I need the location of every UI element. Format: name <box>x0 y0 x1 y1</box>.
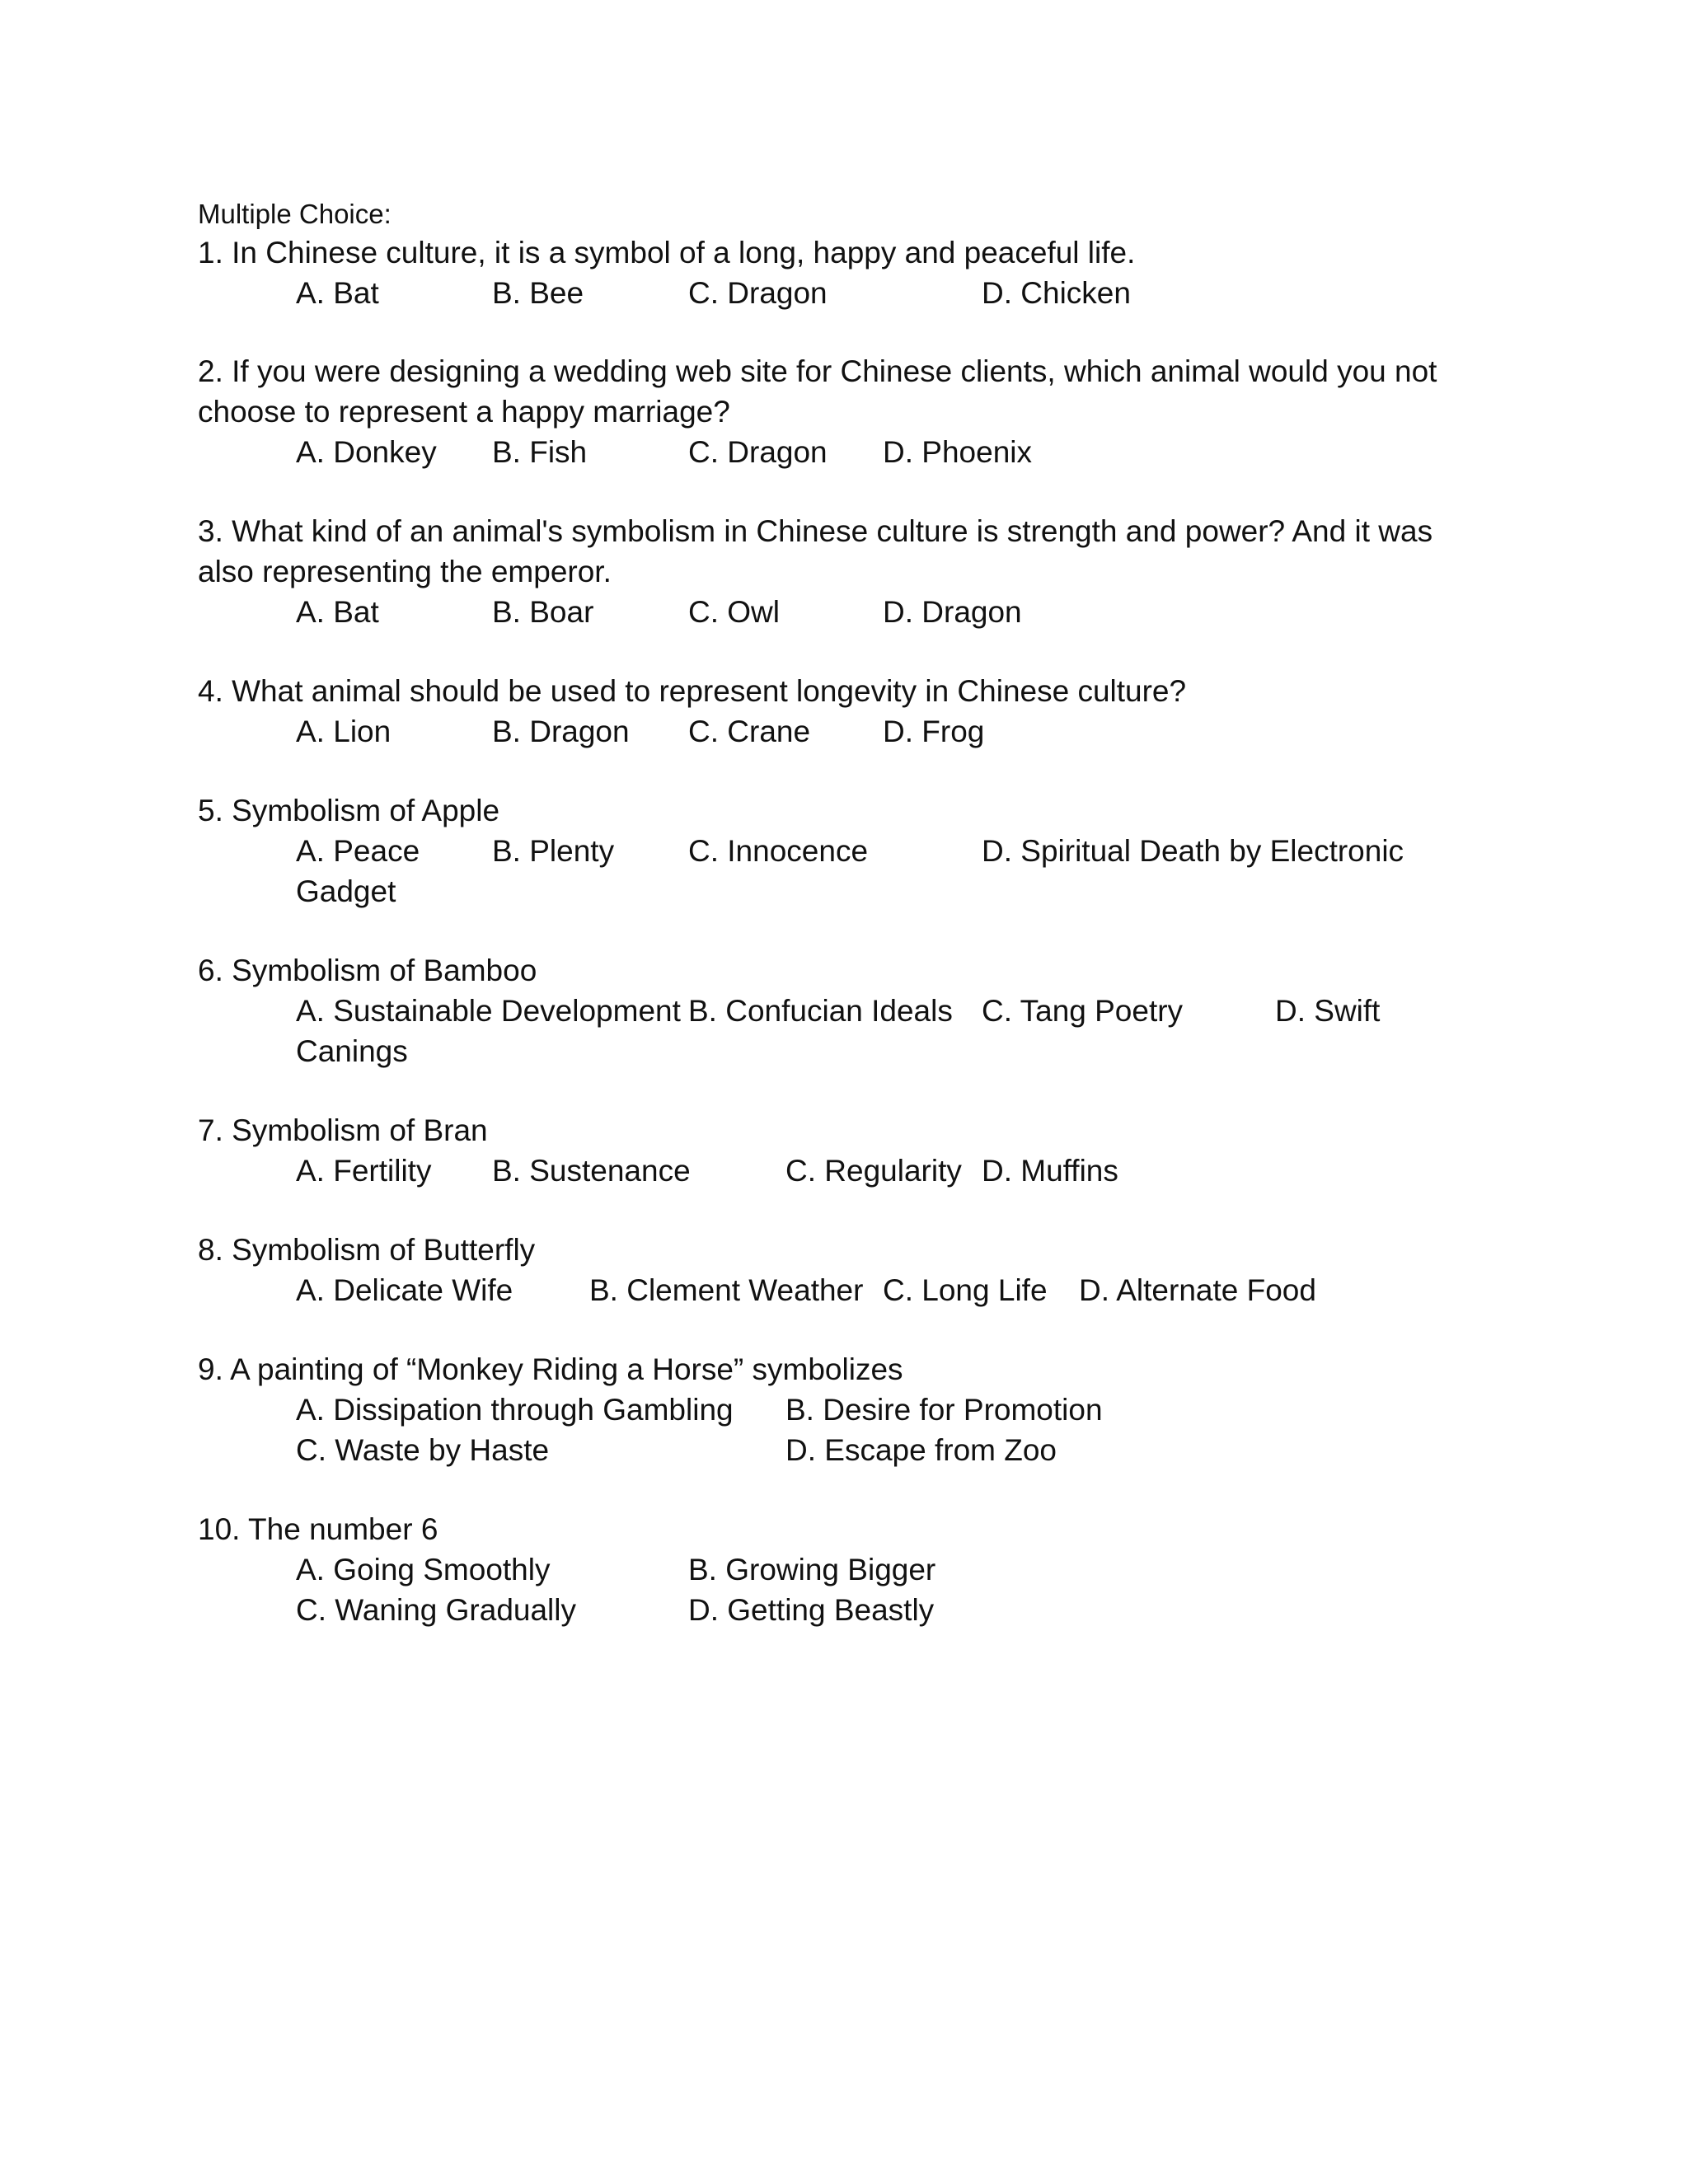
option-a: A. Donkey <box>296 435 437 469</box>
option-b: B. Plenty <box>492 834 615 868</box>
question-text: 6. Symbolism of Bamboo <box>198 954 537 987</box>
question-text: 5. Symbolism of Apple <box>198 794 500 827</box>
option-a: A. Lion <box>296 715 392 748</box>
option-d-continued: Canings <box>296 1034 408 1068</box>
option-c: C. Long Life <box>883 1273 1048 1307</box>
option-b: B. Boar <box>492 595 594 629</box>
option-b: B. Sustenance <box>492 1154 691 1188</box>
question-text-continued: choose to represent a happy marriage? <box>198 395 730 429</box>
option-a: A. Peace <box>296 834 420 868</box>
option-b: B. Confucian Ideals <box>688 994 953 1028</box>
option-d: D. Frog <box>883 715 985 748</box>
option-a: A. Sustainable Development <box>296 994 681 1028</box>
option-c: C. Waste by Haste <box>296 1433 550 1467</box>
option-b: B. Desire for Promotion <box>785 1393 1103 1427</box>
option-c: C. Tang Poetry <box>982 994 1184 1028</box>
option-b: B. Fish <box>492 435 588 469</box>
question-text: 10. The number 6 <box>198 1512 438 1546</box>
question-text: 1. In Chinese culture, it is a symbol of a long, happy and peaceful life. <box>198 236 1136 269</box>
option-d: D. Muffins <box>982 1154 1118 1188</box>
option-d: D. Escape from Zoo <box>785 1433 1057 1467</box>
option-b: B. Bee <box>492 276 584 310</box>
question-text: 4. What animal should be used to represent longevity in Chinese culture? <box>198 674 1187 708</box>
option-b: B. Dragon <box>492 715 630 748</box>
option-c: C. Crane <box>688 715 811 748</box>
option-d: D. Alternate Food <box>1079 1273 1316 1307</box>
option-c: C. Owl <box>688 595 780 629</box>
option-d: D. Getting Beastly <box>688 1593 935 1627</box>
option-d: D. Chicken <box>982 276 1131 310</box>
question-text-continued: also representing the emperor. <box>198 555 612 588</box>
option-d: D. Spiritual Death by Electronic <box>982 834 1404 868</box>
option-c: C. Dragon <box>688 435 828 469</box>
question-text: 7. Symbolism of Bran <box>198 1113 488 1147</box>
question-text: 3. What kind of an animal's symbolism in Chinese culture is strength and power? And it was <box>198 514 1433 548</box>
section-heading: Multiple Choice: <box>198 199 392 229</box>
question-text: 9. A painting of “Monkey Riding a Horse” symbolizes <box>198 1352 903 1386</box>
option-a: A. Going Smoothly <box>296 1553 551 1586</box>
option-c: C. Innocence <box>688 834 869 868</box>
option-d: D. Swift <box>1275 994 1381 1028</box>
option-d: D. Dragon <box>883 595 1022 629</box>
option-a: A. Dissipation through Gambling <box>296 1393 734 1427</box>
option-a: A. Bat <box>296 595 379 629</box>
option-a: A. Fertility <box>296 1154 432 1188</box>
option-b: B. Clement Weather <box>589 1273 864 1307</box>
option-c: C. Regularity <box>785 1154 962 1188</box>
option-d: D. Phoenix <box>883 435 1032 469</box>
question-text: 2. If you were designing a wedding web site for Chinese clients, which animal would you not <box>198 354 1437 388</box>
option-b: B. Growing Bigger <box>688 1553 936 1586</box>
option-d-continued: Gadget <box>296 874 396 908</box>
option-a: A. Delicate Wife <box>296 1273 513 1307</box>
option-c: C. Dragon <box>688 276 828 310</box>
question-text: 8. Symbolism of Butterfly <box>198 1233 536 1267</box>
option-a: A. Bat <box>296 276 379 310</box>
option-c: C. Waning Gradually <box>296 1593 576 1627</box>
